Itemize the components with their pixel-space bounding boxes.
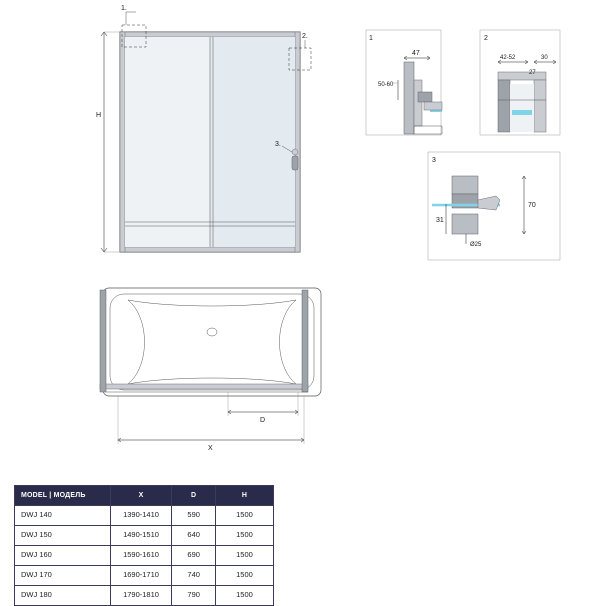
cell-h: 1500 [215,546,273,566]
detail-2-dim-42-52: 42-52 [500,55,516,61]
cell-model: DWJ 140 [15,506,111,526]
detail-3-screw [478,196,500,210]
callout-3-label: 3. [275,141,281,148]
table-row [15,526,274,546]
table-head [15,486,274,506]
specification-table [14,485,274,606]
detail-1-wall [404,62,414,134]
screen-bottom-rail [120,247,300,252]
detail-2-group [480,30,560,135]
cell-d: 790 [172,586,215,606]
detail-1-number: 1 [369,35,373,42]
detail-3-block-top [452,176,478,194]
screen-top-rail [120,32,300,37]
detail-2-glass [510,84,534,132]
table-row [15,586,274,606]
table-body [15,506,274,606]
callout-1-label: 1. [121,5,127,12]
glass-pane-fixed [125,37,210,247]
table-row [15,546,274,566]
detail-2-number: 2 [484,35,488,42]
cell-x: 1690-1710 [110,566,172,586]
detail-1-dim-47: 47 [412,50,420,57]
detail-3-group [428,152,560,260]
callout-2-label: 2. [302,33,308,40]
cell-x: 1390-1410 [110,506,172,526]
table-header-row [15,486,274,506]
screen-right-post [295,32,300,252]
detail-2-dim-27: 27 [529,70,536,76]
table-row [15,506,274,526]
cell-h: 1500 [215,526,273,546]
plan-width-label: X [208,445,213,452]
detail-3-dim-70: 70 [528,202,536,209]
cell-h: 1500 [215,566,273,586]
detail-3-number: 3 [432,157,436,164]
table-row [15,566,274,586]
cell-model: DWJ 180 [15,586,111,606]
screen-left-post [120,32,125,252]
bathtub-outline [103,288,321,396]
front-view-group [96,5,311,252]
plan-wall-profile [100,290,106,392]
handle-pivot [292,149,298,155]
cell-h: 1500 [215,506,273,526]
table-header-x: X [110,486,172,506]
cell-d: 640 [172,526,215,546]
detail-1-bracket [418,92,432,102]
table-header-h: H [215,486,273,506]
table-header-model: MODEL | МОДЕЛЬ [15,486,111,506]
detail-3-dim-diameter-25: Ø25 [470,242,482,248]
door-handle [292,156,298,170]
cell-d: 740 [172,566,215,586]
detail-2-top-profile [498,72,546,80]
detail-2-left-post [498,80,510,132]
cell-x: 1490-1510 [110,526,172,546]
detail-1-glass-holder [424,102,442,110]
plan-view-group [100,288,321,452]
cell-x: 1590-1610 [110,546,172,566]
front-view-height-label: H [96,112,102,119]
glass-pane-sliding [210,37,295,247]
plan-screen-rail [100,384,308,389]
cell-model: DWJ 170 [15,566,111,586]
detail-2-dim-30: 30 [541,55,548,61]
detail-2-glass-accent [512,110,532,115]
detail-1-base [414,126,442,134]
cell-d: 590 [172,506,215,526]
detail-3-block-bottom [452,214,478,234]
plan-depth-label: D [260,417,266,424]
cell-model: DWJ 150 [15,526,111,546]
plan-end-profile [302,290,308,392]
detail-3-dim-31: 31 [436,217,444,224]
cell-d: 690 [172,546,215,566]
detail-2-right-post [534,80,546,132]
table-header-d: D [172,486,215,506]
cell-h: 1500 [215,586,273,606]
cell-x: 1790-1810 [110,586,172,606]
cell-model: DWJ 160 [15,546,111,566]
detail-1-profile [414,80,422,126]
detail-1-group [366,30,442,135]
detail-1-dim-50-60: 50-60 [378,82,394,88]
